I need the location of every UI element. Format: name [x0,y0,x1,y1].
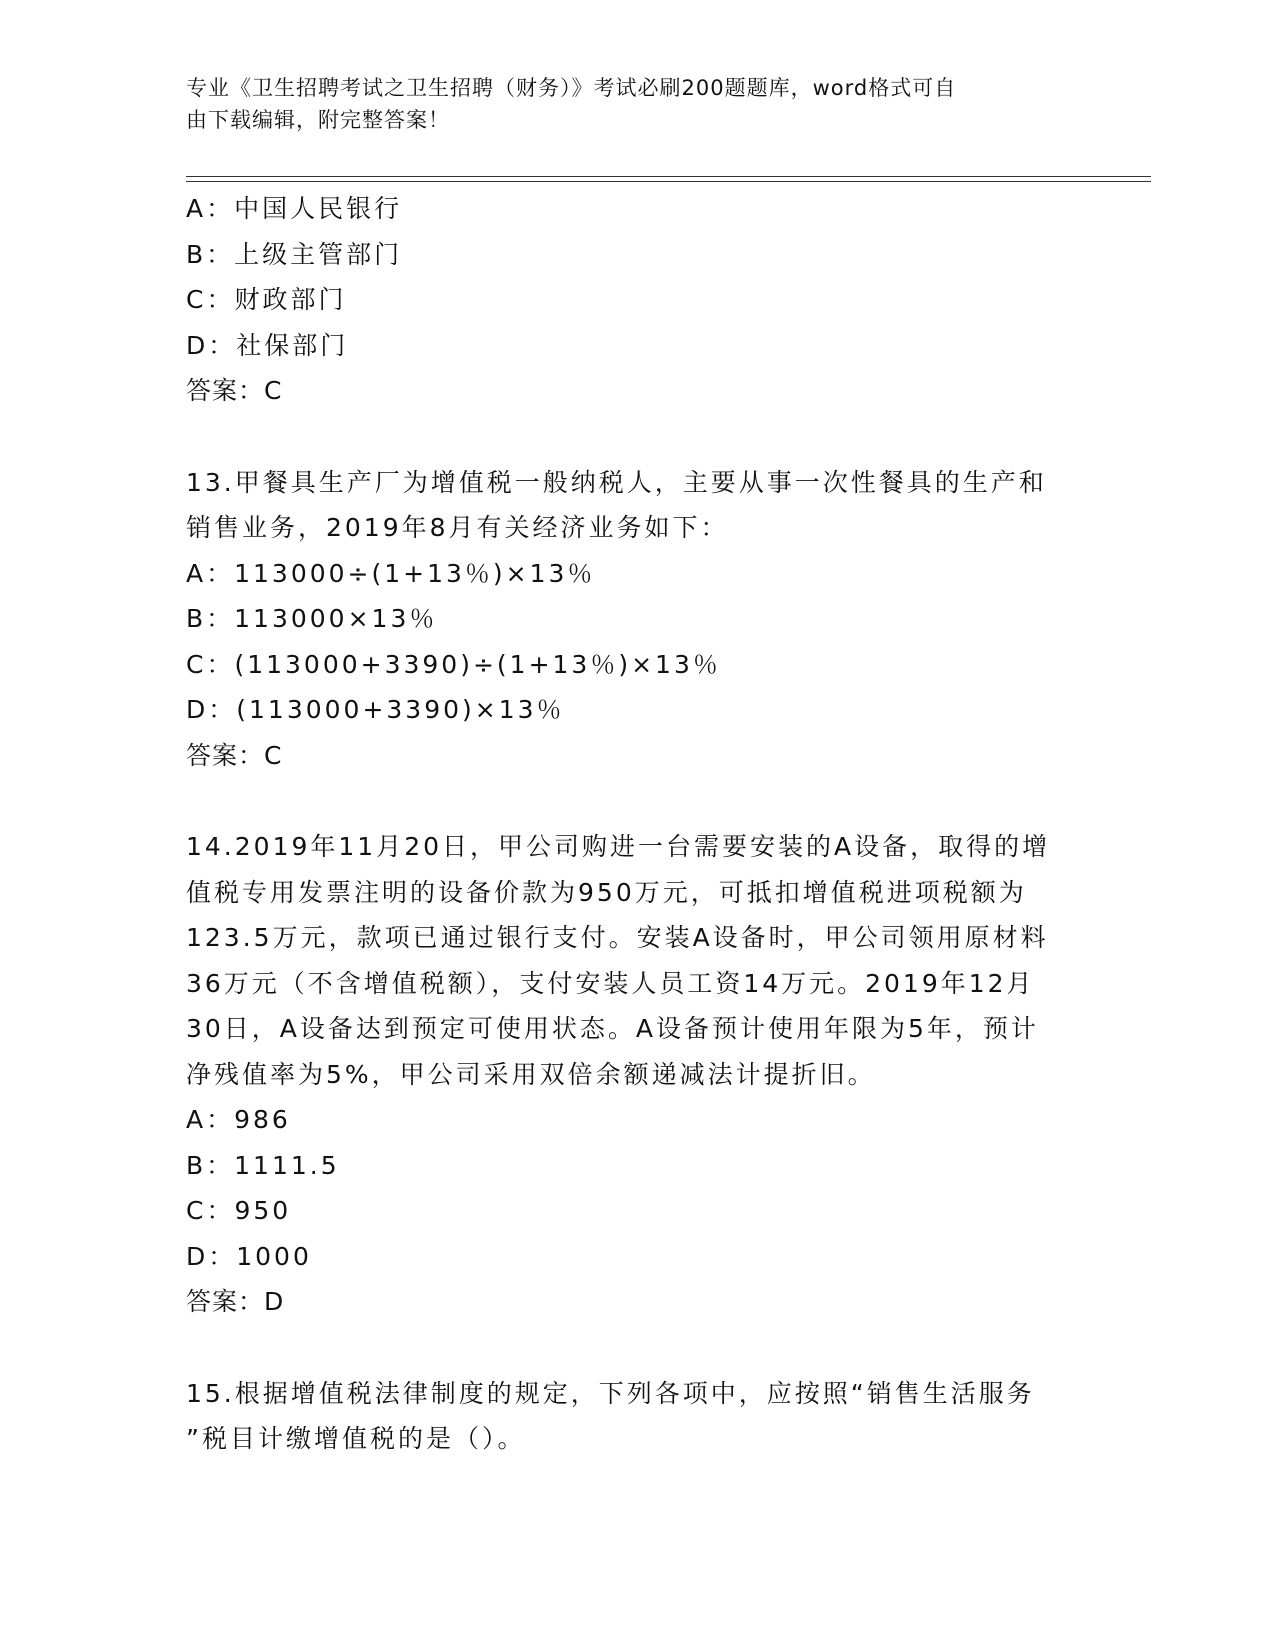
question-stem-line: 销售业务，2019年8月有关经济业务如下： [186,513,729,542]
question-12-options [186,186,1086,414]
question-stem-line: 值税专用发票注明的设备价款为950万元，可抵扣增值税进项税额为 [186,877,1027,907]
option-a: A：986 [186,1105,291,1134]
option-d: D：社保部门 [186,330,349,360]
spacer [186,414,1086,460]
question-stem-line: 30日，A设备达到预定可使用状态。A设备预计使用年限为5年，预计 [186,1014,1039,1043]
option-d: D：1000 [186,1241,312,1271]
spacer [186,1325,1086,1371]
question-stem-line: 14.2019年11月20日，甲公司购进一台需要安装的A设备，取得的增 [186,832,1051,861]
question-stem-line: 13.甲餐具生产厂为增值税一般纳税人，主要从事一次性餐具的生产和 [186,467,1047,497]
answer: 答案：C [186,376,283,405]
option-b: B：113000×13％ [186,604,438,633]
question-15 [186,1371,1086,1462]
page-header [186,72,1066,136]
option-c: C：(113000+3390)÷(1+13％)×13％ [186,649,721,679]
header-line-1: 专业《卫生招聘考试之卫生招聘（财务）》考试必刷200题题库，word格式可自 [186,76,957,100]
option-d: D：(113000+3390)×13％ [186,695,565,724]
option-c: C：财政部门 [186,285,347,314]
question-list [186,186,1086,1462]
question-stem-line: 123.5万元，款项已通过银行支付。安装A设备时，甲公司领用原材料 [186,923,1049,952]
question-13 [186,460,1086,779]
question-stem-line: 净残值率为5%，甲公司采用双倍余额递减法计提折旧。 [186,1059,876,1089]
option-b: B：1111.5 [186,1150,340,1180]
header-divider [186,176,1151,182]
option-a: A：中国人民银行 [186,194,403,223]
option-a: A：113000÷(1+13％)×13％ [186,558,596,588]
spacer [186,778,1086,824]
answer: 答案：C [186,740,283,770]
question-stem-line: 36万元（不含增值税额），支付安装人员工资14万元。2019年12月 [186,968,1035,998]
option-c: C：950 [186,1196,292,1225]
question-14 [186,824,1086,1325]
option-b: B：上级主管部门 [186,239,403,269]
question-stem-line: 15.根据增值税法律制度的规定，下列各项中，应按照“销售生活服务 [186,1378,1035,1408]
question-stem-line: ”税目计缴增值税的是（）。 [186,1424,526,1453]
header-line-2: 由下载编辑，附完整答案！ [186,108,450,132]
answer: 答案：D [186,1287,285,1316]
